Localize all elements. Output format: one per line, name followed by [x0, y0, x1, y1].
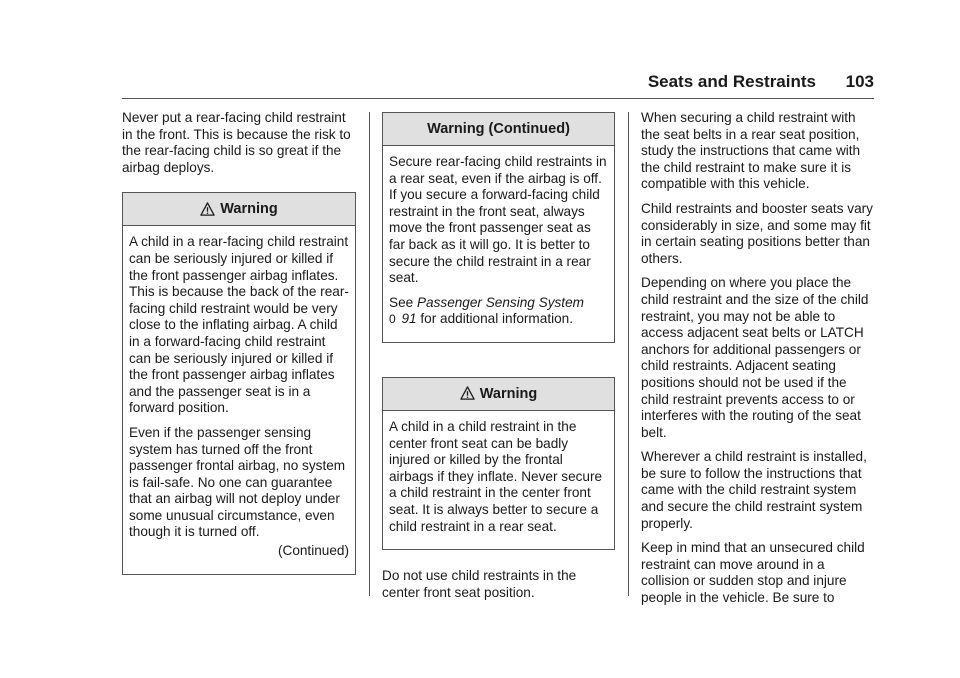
section-title: Seats and Restraints — [647, 72, 816, 91]
body-paragraph: When securing a child restraint with the seat belts in a rear seat position, study the instructions that came with the child restraint to make sure it is compatible with this vehicle. — [641, 110, 861, 192]
warning-header — [383, 113, 614, 146]
see-reference — [389, 295, 608, 328]
warning-title: Warning — [479, 385, 538, 402]
warning-title: Warning (Continued) — [427, 120, 570, 137]
see-label: See — [389, 294, 414, 310]
reference-arrow-icon: 0 — [389, 312, 396, 327]
warning-title: Warning — [220, 201, 278, 218]
page-header — [122, 70, 874, 99]
closing-paragraph: Do not use child restraints in the center front seat position. — [382, 568, 577, 600]
body-paragraph: Depending on where you place the child restraint and the size of the child restraint, you may not be able to access adjacent seat belts or LATCH anchors for additional passengers or child restraints. Adjacent seating positions should not be used if the child restraint prevents access to or interferes with the routing of the seat belt. — [641, 275, 869, 440]
reference-page: 91 — [401, 311, 417, 327]
intro-paragraph: Never put a rear-facing child restraint in the front. This is because the risk to the rear-facing child is so great if the airbag deploys. — [122, 110, 351, 175]
warning-body — [123, 226, 355, 573]
body-paragraph: Keep in mind that an unsecured child restraint can move around in a collision or sudden stop and injure people in the vehicle. Be sure to — [641, 540, 865, 606]
warning-body — [383, 411, 614, 549]
warning-header — [383, 378, 614, 411]
column-divider-right — [628, 112, 629, 596]
body-paragraph: Child restraints and booster seats vary considerably in size, and some may fit in certain seating positions better than others. — [641, 200, 873, 266]
continued-label: (Continued) — [277, 543, 349, 559]
column-right — [641, 110, 875, 615]
warning-body — [383, 146, 614, 342]
warning-paragraph: A child in a child restraint in the center front seat can be badly injured or killed by the frontal airbags if they inflate. Never secure a child restraint in the center front seat. It is always better to secure a child restraint in a rear seat. — [389, 418, 603, 534]
alert-icon — [460, 386, 475, 401]
column-divider-left — [369, 112, 370, 596]
column-left — [122, 110, 356, 575]
warning-header — [123, 193, 355, 226]
page-number: 103 — [845, 72, 874, 91]
warning-box-continued — [382, 112, 615, 343]
reference-tail: for additional information. — [420, 311, 574, 327]
warning-box-airbag — [122, 192, 356, 574]
warning-paragraph: Secure rear-facing child restraints in a rear seat, even if the airbag is off. If you secure a forward-facing child restraint in the front seat, always move the front passenger seat as far back as it will go. It is better to secure the child restraint in a rear seat. — [389, 154, 607, 286]
reference-title: Passenger Sensing System — [416, 294, 584, 310]
column-middle — [382, 112, 615, 609]
alert-icon — [200, 202, 215, 217]
warning-box-center-seat — [382, 377, 615, 550]
warning-paragraph: A child in a rear-facing child restraint can be seriously injured or killed if the front passenger airbag inflates. This is because the back of the rear-facing child restraint would be very close to the inflating airbag. A child in a forward-facing child restraint can be seriously injured or killed if the front passenger airbag inflates and the passenger seat is in a forward position. — [129, 234, 349, 416]
body-paragraph: Wherever a child restraint is installed, be sure to follow the instructions that came with the child restraint system and secure the child restraint system properly. — [641, 449, 867, 531]
warning-paragraph: Even if the passenger sensing system has turned off the front passenger frontal airbag, no system is fail-safe. No one can guarantee that an airbag will not deploy under some unusual circumstance, even though it is turned off. — [129, 424, 346, 540]
